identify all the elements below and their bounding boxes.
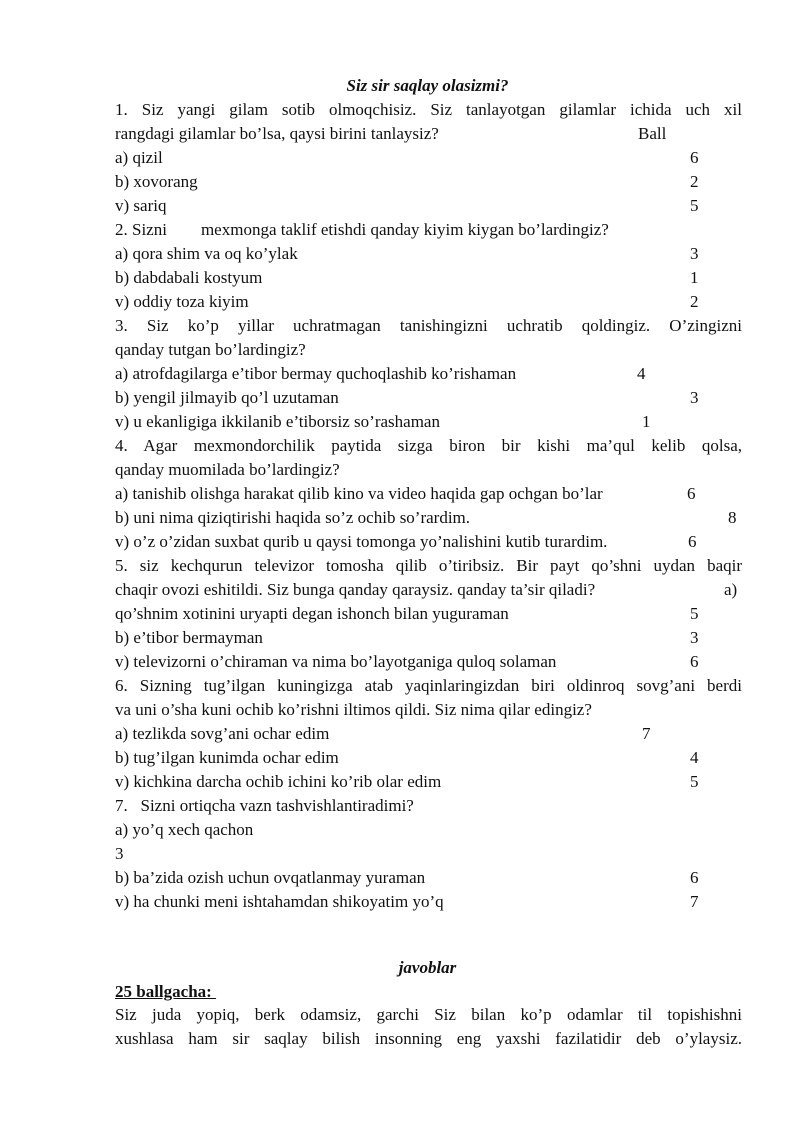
question-3-option-v-points: 1 xyxy=(642,412,651,431)
question-1-option-b-points: 2 xyxy=(690,172,699,191)
answers-text: Siz juda yopiq, berk odamsiz, garchi Siz bilan ko’p odamlar til topishishni xyxy=(115,1005,742,1024)
question-3-option-a-points: 4 xyxy=(637,364,646,383)
question-1-option-a: a) qizil xyxy=(115,148,163,167)
question-7-option-b: b) ba’zida ozish uchun ovqatlanmay yuraman xyxy=(115,868,426,887)
question-6-text: 6. Sizning tug’ilgan kuningizga atab yaqinlaringizdan biri oldinroq sovg’ani berdi xyxy=(115,676,742,695)
question-3-text-cont: qanday tutgan bo’lardingiz? xyxy=(115,340,306,359)
question-6-option-b-points: 4 xyxy=(690,748,699,767)
question-1-option-a-points: 6 xyxy=(690,148,699,167)
answers-score-range: 25 ballgacha: xyxy=(115,982,217,1001)
question-7-text: 7. Sizni ortiqcha vazn tashvishlantiradimi? xyxy=(115,796,414,815)
question-3-option-a: a) atrofdagilarga e’tibor bermay quchoqlashib ko’rishaman xyxy=(115,364,517,383)
question-2-option-b-points: 1 xyxy=(690,268,699,287)
question-2-text: 2. Sizni mexmonga taklif etishdi qanday kiyim kiygan bo’lardingiz? xyxy=(115,220,609,239)
question-7-option-v-points: 7 xyxy=(690,892,699,911)
question-3-option-v: v) u ekanligiga ikkilanib e’tiborsiz so’rashaman xyxy=(115,412,440,431)
question-4-option-b-points: 8 xyxy=(728,508,737,527)
question-3-option-b-points: 3 xyxy=(690,388,699,407)
question-4-option-v: v) o’z o’zidan suxbat qurib u qaysi tomonga yo’nalishini kutib turardim. xyxy=(115,532,608,551)
question-6-text-cont: va uni o’sha kuni ochib ko’rishni iltimos qildi. Siz nima qilar edingiz? xyxy=(115,700,592,719)
document-title: Siz sir saqlay olasizmi? xyxy=(346,76,509,95)
question-4-option-b: b) uni nima qiziqtirishi haqida so’z ochib so’rardim. xyxy=(115,508,471,527)
ball-header: Ball xyxy=(638,124,667,143)
question-6-option-a-points: 7 xyxy=(642,724,651,743)
question-2-option-a-points: 3 xyxy=(690,244,699,263)
question-6-option-b: b) tug’ilgan kunimda ochar edim xyxy=(115,748,339,767)
question-5-option-b: b) e’tibor bermayman xyxy=(115,628,263,647)
question-4-text-cont: qanday muomilada bo’lardingiz? xyxy=(115,460,340,479)
question-5-option-v-points: 6 xyxy=(690,652,699,671)
question-3-option-b: b) yengil jilmayib qo’l uzutaman xyxy=(115,388,339,407)
question-5-option-b-points: 3 xyxy=(690,628,699,647)
question-7-option-v: v) ha chunki meni ishtahamdan shikoyatim yo’q xyxy=(115,892,444,911)
question-4-option-a: a) tanishib olishga harakat qilib kino va video haqida gap ochgan bo’lar xyxy=(115,484,603,503)
question-6-option-v: v) kichkina darcha ochib ichini ko’rib olar edim xyxy=(115,772,442,791)
question-6-option-v-points: 5 xyxy=(690,772,699,791)
question-7-option-b-points: 6 xyxy=(690,868,699,887)
question-3-text: 3. Siz ko’p yillar uchratmagan tanishingizni uchratib qoldingiz. O’zingizni xyxy=(115,316,742,335)
question-5-option-a-marker: a) xyxy=(724,580,738,599)
question-5-option-v: v) televizorni o’chiraman va nima bo’layotganiga quloq solaman xyxy=(115,652,557,671)
question-5-text-cont: chaqir ovozi eshitildi. Siz bunga qanday qaraysiz. qanday ta’sir qiladi? xyxy=(115,580,596,599)
question-1-option-v-points: 5 xyxy=(690,196,699,215)
question-4-option-v-points: 6 xyxy=(688,532,697,551)
answers-text-cont: xushlasa ham sir saqlay bilish insonning eng yaxshi fazilatidir deb o’ylaysiz. xyxy=(115,1029,742,1048)
question-2-option-a: a) qora shim va oq ko’ylak xyxy=(115,244,298,263)
question-7-option-a-points: 3 xyxy=(115,844,124,863)
question-1-option-b: b) xovorang xyxy=(115,172,198,191)
question-7-option-a: a) yo’q xech qachon xyxy=(115,820,254,839)
question-1-text-cont: rangdagi gilamlar bo’lsa, qaysi birini tanlaysiz? xyxy=(115,124,439,143)
question-4-option-a-points: 6 xyxy=(687,484,696,503)
question-4-text: 4. Agar mexmondorchilik paytida sizga biron bir kishi ma’qul kelib qolsa, xyxy=(115,436,742,455)
question-1-option-v: v) sariq xyxy=(115,196,167,215)
question-2-option-v: v) oddiy toza kiyim xyxy=(115,292,249,311)
question-2-option-v-points: 2 xyxy=(690,292,699,311)
question-5-text: 5. siz kechqurun televizor tomosha qilib o’tiribsiz. Bir payt qo’shni uydan baqir xyxy=(115,556,742,575)
question-1-text: 1. Siz yangi gilam sotib olmoqchisiz. Siz tanlayotgan gilamlar ichida uch xil xyxy=(115,100,742,119)
question-5-option-a: qo’shnim xotinini uryapti degan ishonch bilan yuguraman xyxy=(115,604,509,623)
question-2-option-b: b) dabdabali kostyum xyxy=(115,268,263,287)
answers-heading: javoblar xyxy=(398,958,457,977)
question-6-option-a: a) tezlikda sovg’ani ochar edim xyxy=(115,724,330,743)
question-5-option-a-points: 5 xyxy=(690,604,699,623)
